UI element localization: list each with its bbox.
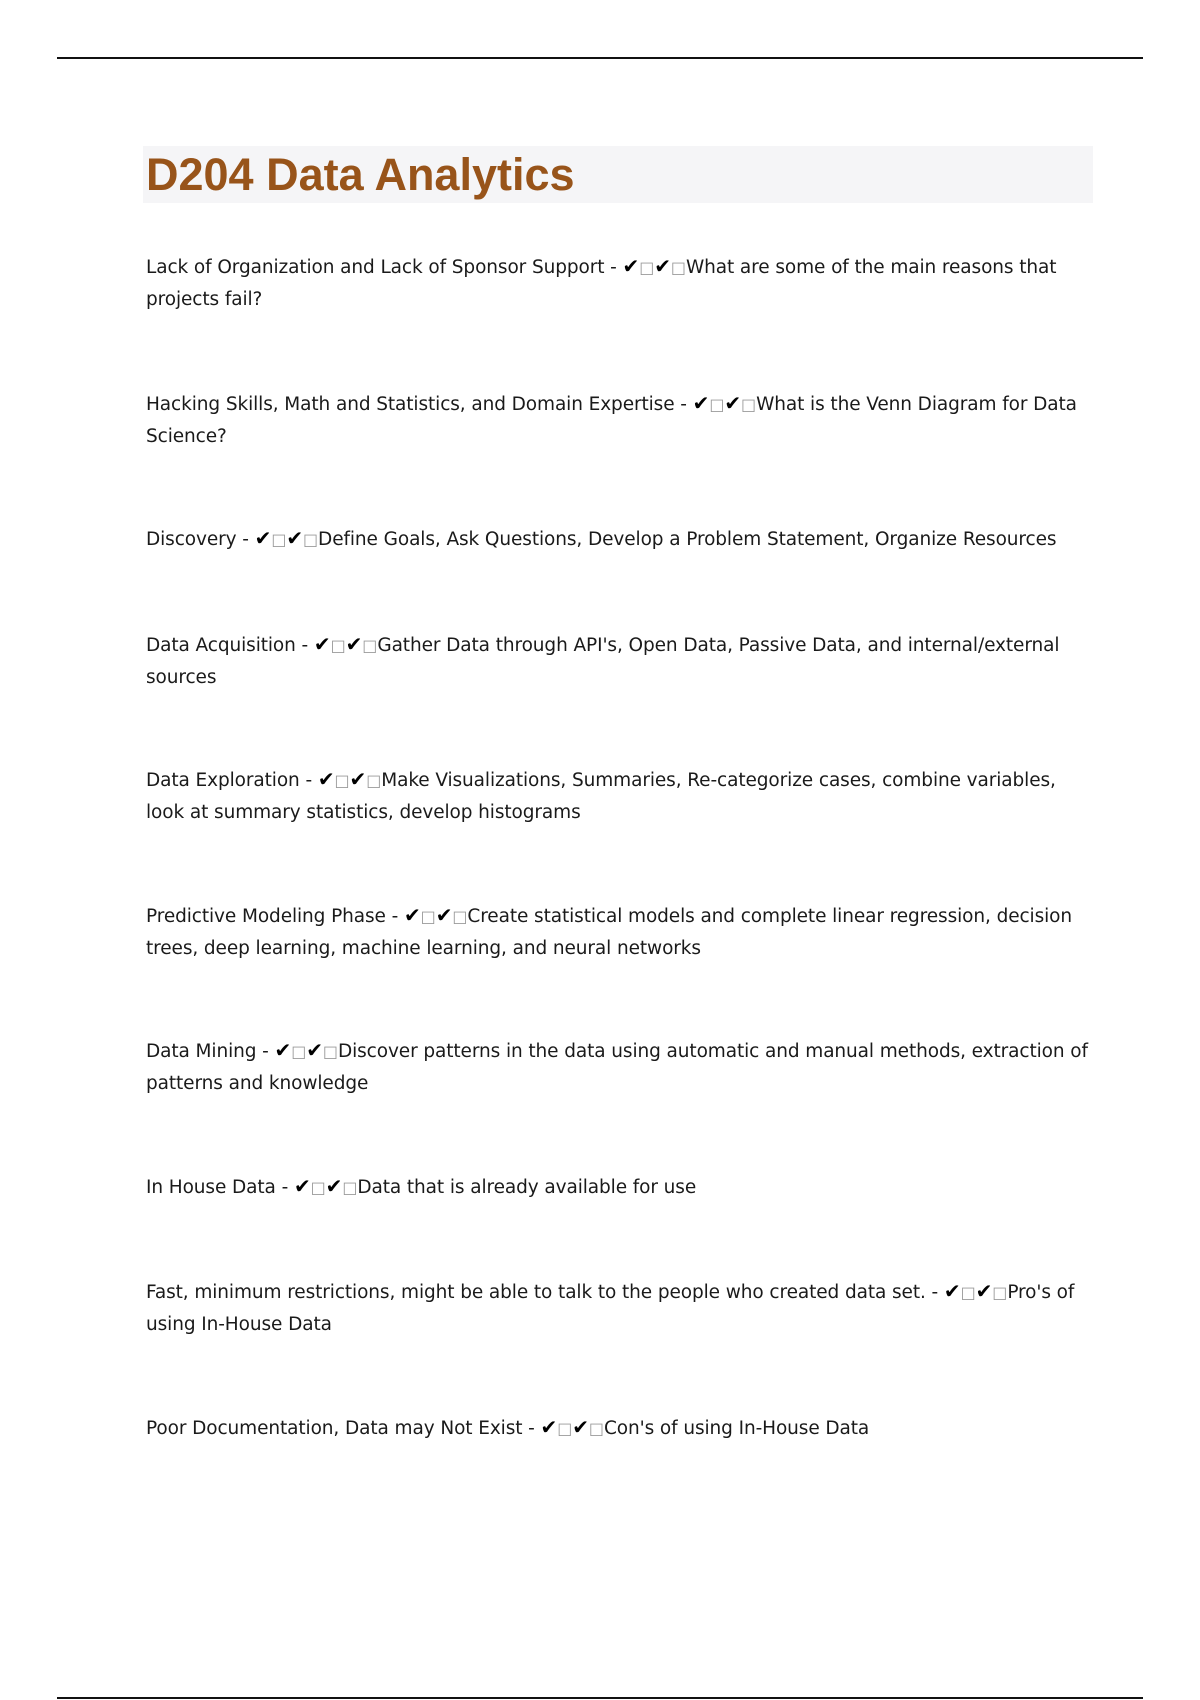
check-mark-icon: ✔ [435,903,453,927]
box-glyph-icon: □ [342,1178,358,1197]
flashcard-entry: Data Mining - ✔□✔□Discover patterns in the data using automatic and manual methods, extraction of patterns and knowledge [146,1038,1088,1094]
entry-definition: What is the Venn Diagram for Data Science? [146,394,1077,447]
entry-definition: Make Visualizations, Summaries, Re-categorize cases, combine variables, look at summary statistics, develop histograms [146,770,1056,823]
check-mark-icon: ✔ [317,767,335,791]
flashcard-entry: Hacking Skills, Math and Statistics, and Domain Expertise - ✔□✔□What is the Venn Diagram for Data Science? [146,391,1077,447]
entry-definition: What are some of the main reasons that projects fail? [146,257,1057,310]
check-mark-icon: ✔ [540,1415,558,1439]
flashcard-entry: Discovery - ✔□✔□Define Goals, Ask Questions, Develop a Problem Statement, Organize Resources [146,526,1057,550]
box-glyph-icon: □ [670,258,686,277]
box-glyph-icon: □ [330,636,346,655]
entry-term: Hacking Skills, Math and Statistics, and Domain Expertise [146,394,675,415]
box-glyph-icon: □ [334,771,350,790]
box-glyph-icon: □ [639,258,655,277]
check-mark-icon: ✔ [306,1038,323,1062]
box-glyph-icon: □ [303,530,319,549]
box-glyph-icon: □ [588,1419,604,1438]
entry-term: Data Exploration [146,770,300,791]
top-rule [57,57,1143,59]
box-glyph-icon: □ [557,1419,573,1438]
box-glyph-icon: □ [362,636,378,655]
box-glyph-icon: □ [960,1283,976,1302]
box-glyph-icon: □ [452,907,468,926]
box-glyph-icon: □ [366,771,382,790]
flashcard-entry: Data Exploration - ✔□✔□Make Visualizations, Summaries, Re-categorize cases, combine variables, look at summary statistics, develop histograms [146,767,1056,823]
check-mark-icon: ✔ [345,632,363,656]
check-mark-icon: ✔ [313,632,331,656]
check-mark-icon: ✔ [975,1279,993,1303]
check-mark-icon: ✔ [403,903,421,927]
box-glyph-icon: □ [992,1283,1008,1302]
flashcard-entry: Lack of Organization and Lack of Sponsor Support - ✔□✔□What are some of the main reasons that projects fail? [146,254,1057,310]
entry-term: Poor Documentation, Data may Not Exist [146,1418,523,1439]
check-mark-icon: ✔ [293,1174,311,1198]
title-band [143,146,1093,203]
flashcard-entry: Data Acquisition - ✔□✔□Gather Data through API's, Open Data, Passive Data, and internal/external sources [146,632,1060,688]
check-mark-icon: ✔ [349,767,367,791]
box-glyph-icon: □ [741,395,757,414]
box-glyph-icon: □ [322,1042,338,1061]
entry-term: Fast, minimum restrictions, might be able to talk to the people who created data set. [146,1282,926,1303]
box-glyph-icon: □ [420,907,436,926]
entry-definition: Data that is already available for use [357,1177,697,1198]
check-mark-icon: ✔ [622,254,640,278]
entry-definition: Create statistical models and complete linear regression, decision trees, deep learning, machine learning, and neural networks [146,906,1073,959]
check-mark-icon: ✔ [572,1415,589,1439]
flashcard-entry: Fast, minimum restrictions, might be able to talk to the people who created data set. - ✔□✔□Pro's of using In-House Data [146,1279,1075,1335]
entry-term: Discovery [146,529,237,550]
check-mark-icon: ✔ [943,1279,961,1303]
entry-definition: Con's of using In-House Data [603,1418,870,1439]
entry-definition: Pro's of using In-House Data [146,1282,1075,1335]
box-glyph-icon: □ [291,1042,307,1061]
entry-definition: Gather Data through API's, Open Data, Passive Data, and internal/external sources [146,635,1060,688]
check-mark-icon: ✔ [274,1038,292,1062]
check-mark-icon: ✔ [724,391,742,415]
bottom-rule [57,1697,1143,1699]
check-mark-icon: ✔ [254,526,272,550]
entry-definition: Define Goals, Ask Questions, Develop a Problem Statement, Organize Resources [318,529,1057,550]
entry-term: Data Mining [146,1041,257,1062]
entry-term: Data Acquisition [146,635,296,656]
box-glyph-icon: □ [271,530,287,549]
flashcard-entry: In House Data - ✔□✔□Data that is already available for use [146,1174,697,1198]
entry-term: Predictive Modeling Phase [146,906,386,927]
box-glyph-icon: □ [709,395,725,414]
flashcard-entry: Poor Documentation, Data may Not Exist - ✔□✔□Con's of using In-House Data [146,1415,870,1439]
entry-term: In House Data [146,1177,276,1198]
check-mark-icon: ✔ [692,391,710,415]
check-mark-icon: ✔ [654,254,671,278]
check-mark-icon: ✔ [325,1174,343,1198]
document-title: D204 Data Analytics [146,149,575,200]
flashcard-entry: Predictive Modeling Phase - ✔□✔□Create statistical models and complete linear regression, decision trees, deep learning, machine learning, and neural networks [146,903,1073,959]
entry-term: Lack of Organization and Lack of Sponsor Support [146,257,605,278]
box-glyph-icon: □ [310,1178,326,1197]
check-mark-icon: ✔ [286,526,304,550]
entry-definition: Discover patterns in the data using automatic and manual methods, extraction of patterns and knowledge [146,1041,1088,1094]
